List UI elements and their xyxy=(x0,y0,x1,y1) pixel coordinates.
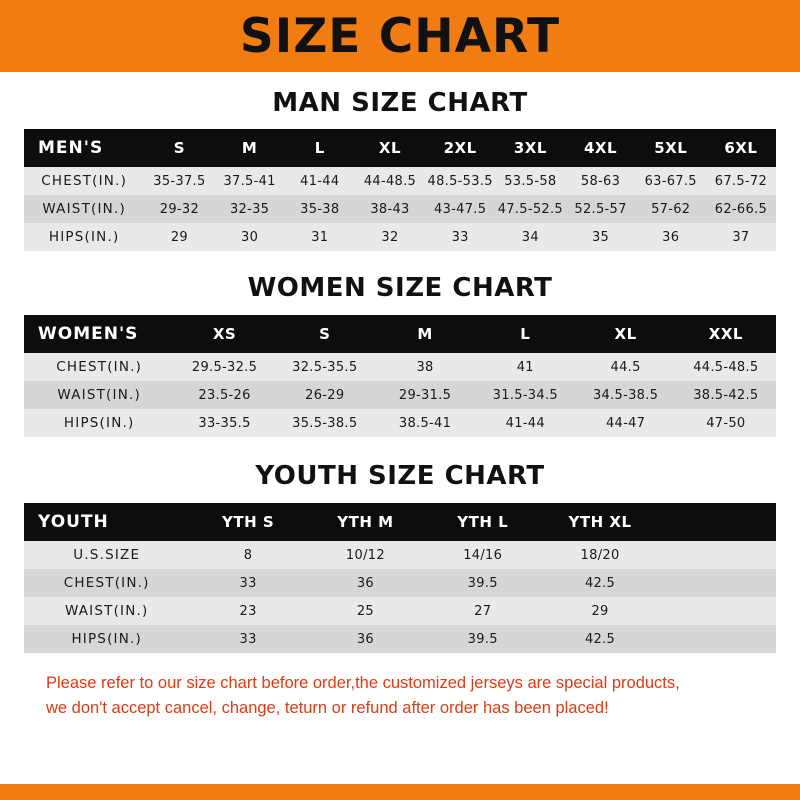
cell: 52.5-57 xyxy=(574,201,627,217)
men-col-0: S xyxy=(173,139,186,157)
cell: 36 xyxy=(662,229,680,245)
cell: 41-44 xyxy=(300,173,340,189)
cell: 42.5 xyxy=(584,575,616,591)
youth-row-label-2: WAIST(IN.) xyxy=(64,603,149,619)
men-row-header: MEN'S xyxy=(38,138,104,158)
youth-table-body xyxy=(24,541,776,653)
cell: 26-29 xyxy=(305,387,345,403)
men-col-3: XL xyxy=(378,139,402,157)
cell: 29 xyxy=(591,603,609,619)
table-row xyxy=(24,597,776,625)
men-col-4: 2XL xyxy=(443,139,477,157)
youth-col-4 xyxy=(659,503,776,541)
cell: 23.5-26 xyxy=(198,387,251,403)
section-title-youth: YOUTH SIZE CHART xyxy=(255,461,545,491)
cell: 31.5-34.5 xyxy=(492,387,558,403)
cell: 47-50 xyxy=(706,415,746,431)
women-header-row xyxy=(24,315,776,353)
women-col-0: XS xyxy=(212,325,237,343)
page-title: SIZE CHART xyxy=(239,8,561,64)
men-header-row xyxy=(24,129,776,167)
cell: 32.5-35.5 xyxy=(292,359,358,375)
cell: 57-62 xyxy=(651,201,691,217)
cell xyxy=(659,597,776,625)
women-row-label-2: HIPS(IN.) xyxy=(63,415,135,431)
youth-col-2: YTH L xyxy=(457,513,509,531)
cell: 36 xyxy=(356,631,374,647)
chart-content xyxy=(0,72,800,800)
women-col-5: XXL xyxy=(708,325,743,343)
cell: 30 xyxy=(241,229,259,245)
women-col-4: XL xyxy=(614,325,637,343)
men-col-1: M xyxy=(241,139,258,157)
cell: 33 xyxy=(239,631,257,647)
order-policy-note xyxy=(46,671,754,721)
women-table-head xyxy=(24,315,776,353)
table-row xyxy=(24,569,776,597)
cell xyxy=(659,625,776,653)
women-col-3: L xyxy=(520,325,531,343)
cell: 36 xyxy=(356,575,374,591)
cell: 29.5-32.5 xyxy=(191,359,258,375)
cell: 44.5 xyxy=(610,359,641,375)
youth-col-0: YTH S xyxy=(222,513,275,531)
cell: 63-67.5 xyxy=(644,173,697,189)
cell: 67.5-72 xyxy=(714,173,768,189)
cell: 38-43 xyxy=(370,201,410,217)
cell: 44-47 xyxy=(605,415,646,431)
cell: 38.5-41 xyxy=(398,415,452,431)
cell: 14/16 xyxy=(463,547,503,563)
cell: 8 xyxy=(243,547,253,563)
table-row xyxy=(24,381,776,409)
cell: 58-63 xyxy=(580,173,621,189)
section-title-men: MAN SIZE CHART xyxy=(272,88,528,118)
cell: 48.5-53.5 xyxy=(427,173,493,189)
men-col-5: 3XL xyxy=(513,139,547,157)
cell: 41 xyxy=(516,359,534,375)
cell: 37.5-41 xyxy=(223,173,276,189)
men-row-label-1: WAIST(IN.) xyxy=(42,201,126,217)
section-title-women: WOMEN SIZE CHART xyxy=(247,273,553,303)
order-policy-note-line-2: we don't accept cancel, change, teturn or refund after order has been placed! xyxy=(46,698,609,717)
men-col-7: 5XL xyxy=(654,139,688,157)
men-row-label-2: HIPS(IN.) xyxy=(48,229,120,245)
cell: 34 xyxy=(521,229,539,245)
cell: 35-38 xyxy=(300,201,340,217)
cell: 33 xyxy=(451,229,469,245)
order-policy-note-line-1: Please refer to our size chart before order,the customized jerseys are special products, xyxy=(46,674,680,692)
cell: 31 xyxy=(311,229,329,245)
cell: 39.5 xyxy=(467,575,498,591)
table-row xyxy=(24,223,776,251)
cell: 33 xyxy=(239,575,257,591)
cell: 32 xyxy=(381,229,399,245)
cell: 23 xyxy=(239,603,257,619)
women-size-table xyxy=(24,315,776,437)
men-size-table xyxy=(24,129,776,251)
cell: 35-37.5 xyxy=(153,173,206,189)
table-row xyxy=(24,409,776,437)
cell: 29 xyxy=(170,229,188,245)
cell: 47.5-52.5 xyxy=(497,201,563,217)
cell: 27 xyxy=(474,603,492,619)
men-col-2: L xyxy=(314,139,325,157)
cell: 38.5-42.5 xyxy=(693,387,759,403)
cell: 41-44 xyxy=(505,415,545,431)
cell: 62-66.5 xyxy=(714,201,768,217)
cell: 35.5-38.5 xyxy=(292,415,358,431)
women-table-body xyxy=(24,353,776,437)
women-row-header: WOMEN'S xyxy=(38,324,139,344)
cell: 39.5 xyxy=(467,631,498,647)
youth-row-label-1: CHEST(IN.) xyxy=(63,575,150,591)
cell: 42.5 xyxy=(584,631,616,647)
cell: 44-48.5 xyxy=(363,173,417,189)
cell: 25 xyxy=(356,603,374,619)
cell: 37 xyxy=(732,229,750,245)
cell: 29-31.5 xyxy=(398,387,452,403)
youth-col-3: YTH XL xyxy=(568,513,632,531)
cell: 29-32 xyxy=(159,201,200,217)
cell: 35 xyxy=(591,229,610,245)
men-row-label-0: CHEST(IN.) xyxy=(41,173,128,189)
table-row xyxy=(24,353,776,381)
youth-table-head xyxy=(24,503,776,541)
cell xyxy=(659,541,776,569)
cell: 38 xyxy=(416,359,434,375)
table-row xyxy=(24,625,776,653)
youth-row-header: YOUTH xyxy=(38,512,109,532)
men-col-8: 6XL xyxy=(724,139,758,157)
cell: 53.5-58 xyxy=(504,173,557,189)
men-table-head xyxy=(24,129,776,167)
bottom-bar xyxy=(0,784,800,800)
cell: 44.5-48.5 xyxy=(693,359,759,375)
women-col-2: M xyxy=(417,325,433,343)
page-header xyxy=(0,0,800,72)
cell xyxy=(659,569,776,597)
table-row xyxy=(24,167,776,195)
men-col-6: 4XL xyxy=(584,139,618,157)
youth-col-1: YTH M xyxy=(337,513,394,531)
youth-row-label-0: U.S.SIZE xyxy=(73,547,141,563)
cell: 33-35.5 xyxy=(198,415,251,431)
women-col-1: S xyxy=(319,325,331,343)
cell: 43-47.5 xyxy=(434,201,487,217)
table-row xyxy=(24,541,776,569)
table-row xyxy=(24,195,776,223)
women-row-label-0: CHEST(IN.) xyxy=(56,359,143,375)
cell: 32-35 xyxy=(229,201,270,217)
women-row-label-1: WAIST(IN.) xyxy=(57,387,141,403)
cell: 10/12 xyxy=(345,547,385,563)
cell: 34.5-38.5 xyxy=(592,387,659,403)
cell: 18/20 xyxy=(580,547,620,563)
youth-header-row xyxy=(24,503,776,541)
youth-size-table xyxy=(24,503,776,653)
youth-row-label-3: HIPS(IN.) xyxy=(71,631,142,647)
men-table-body xyxy=(24,167,776,251)
